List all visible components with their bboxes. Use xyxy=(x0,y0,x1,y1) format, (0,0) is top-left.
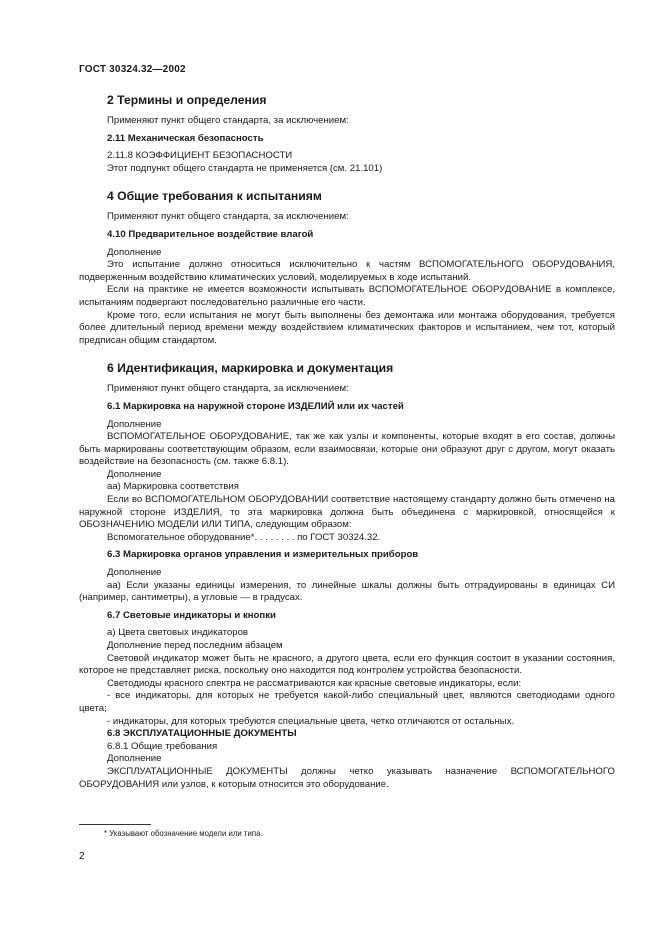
paragraph: Дополнение перед последним абзацем xyxy=(107,640,283,651)
paragraph: Если во ВСПОМОГАТЕЛЬНОМ ОБОРУДОВАНИИ соответствие настоящему стандарту должно быть отмечено на наружной стороне ИЗДЕЛИЯ, то эта маркировка должна быть объединена с маркировкой, относящейся к ОБОЗНАЧЕНИЮ МОДЕЛИ ИЛИ ТИПА, следующим образом: xyxy=(79,494,615,531)
paragraph: Кроме того, если испытания не могут быть выполнены без демонтажа или монтажа оборудования, требуется более длительный период времени между воздействием климатических факторов и испытанием, чем тот, который предписан общим стандартом. xyxy=(79,309,615,346)
paragraph: Этот подпункт общего стандарта не применяется (см. 21.101) xyxy=(107,162,383,174)
subsection-heading: 2.11 Механическая безопасность xyxy=(107,132,264,144)
footnote: * Указывают обозначение модели или типа. xyxy=(104,829,263,838)
section-2-heading: 2 Термины и определения xyxy=(107,93,267,107)
paragraph: Это испытание должно относиться исключительно к частям ВСПОМОГАТЕЛЬНОГО ОБОРУДОВАНИЯ, подверженным воздействию климатических условий, моделируемых в ходе испытаний. xyxy=(79,259,615,283)
paragraph: а) Цвета световых индикаторов xyxy=(107,627,249,639)
paragraph: Дополнение xyxy=(107,246,162,258)
section-4-heading: 4 Общие требования к испытаниям xyxy=(107,189,322,204)
paragraph: Дополнение xyxy=(107,753,162,765)
paragraph: Вспомогательное оборудование*. . . . . . . . по ГОСТ 30324.32. xyxy=(107,531,381,543)
paragraph: Дополнение xyxy=(107,468,162,480)
document-header: ГОСТ 30324.32—2002 xyxy=(79,64,186,75)
paragraph: Светодиоды красного спектра не рассматриваются как красные световые индикаторы, если: xyxy=(107,677,522,689)
paragraph: Дополнение xyxy=(107,418,162,430)
paragraph: ЭКСПЛУАТАЦИОННЫЕ ДОКУМЕНТЫ должны четко указывать назначение ВСПОМОГАТЕЛЬНОГО ОБОРУДОВАНИЯ или узлов, к которым относится это оборудование. xyxy=(79,765,615,790)
paragraph: ВСПОМОГАТЕЛЬНОЕ ОБОРУДОВАНИЕ, так же как узлы и компоненты, которые входят в его состав, должны быть маркированы соответствующим образом, если взаимосвязи, которые они образуют друг с другом, могут оказать воздействие на безопасность (см. также 6.8.1). xyxy=(79,431,615,468)
page-number: 2 xyxy=(79,851,85,862)
paragraph: - все индикаторы, для которых не требуется какой-либо специальный цвет, являются светодиодами одного цвета; xyxy=(79,690,615,714)
paragraph: 2.11.8 КОЭФФИЦИЕНТ БЕЗОПАСНОСТИ xyxy=(107,150,293,162)
paragraph: Применяют пункт общего стандарта, за исключением: xyxy=(107,211,349,223)
paragraph: Световой индикатор может быть не красного, а другого цвета, если его функция состоит в указании состояния, которое не представляет риска, поскольку оно находится под контролем устройства безопасности. xyxy=(79,652,615,677)
paragraph: Применяют пункт общего стандарта, за исключением: xyxy=(107,383,349,395)
paragraph: Дополнение xyxy=(107,567,162,579)
paragraph: Применяют пункт общего стандарта, за исключением: xyxy=(107,115,349,126)
subsection-heading: 6.1 Маркировка на наружной стороне ИЗДЕЛИЙ или их частей xyxy=(107,400,404,412)
subsection-heading: 6.8 ЭКСПЛУАТАЦИОННЫЕ ДОКУМЕНТЫ xyxy=(107,728,297,740)
paragraph: 6.8.1 Общие требования xyxy=(107,740,218,752)
subsection-heading: 4.10 Предварительное воздействие влагой xyxy=(107,228,314,240)
paragraph: Если на практике не имеется возможности испытывать ВСПОМОГАТЕЛЬНОЕ ОБОРУДОВАНИЕ в комплексе, испытаниям подвергают последовательно различные его части. xyxy=(79,284,615,308)
subsection-heading: 6.3 Маркировка органов управления и измерительных приборов xyxy=(107,549,419,561)
footnote-divider xyxy=(79,824,151,825)
subsection-heading: 6.7 Световые индикаторы и кнопки xyxy=(107,609,276,621)
paragraph: - индикаторы, для которых требуются специальные цвета, четко отличаются от остальных. xyxy=(107,715,515,727)
paragraph: аа) Если указаны единицы измерения, то линейные шкалы должны быть отградуированы в единицах СИ (например, сантиметры), а угловые — в градусах. xyxy=(79,579,615,604)
section-6-heading: 6 Идентификация, маркировка и документация xyxy=(107,361,394,376)
paragraph: аа) Маркировка соответствия xyxy=(107,481,239,493)
document-body xyxy=(79,93,615,791)
